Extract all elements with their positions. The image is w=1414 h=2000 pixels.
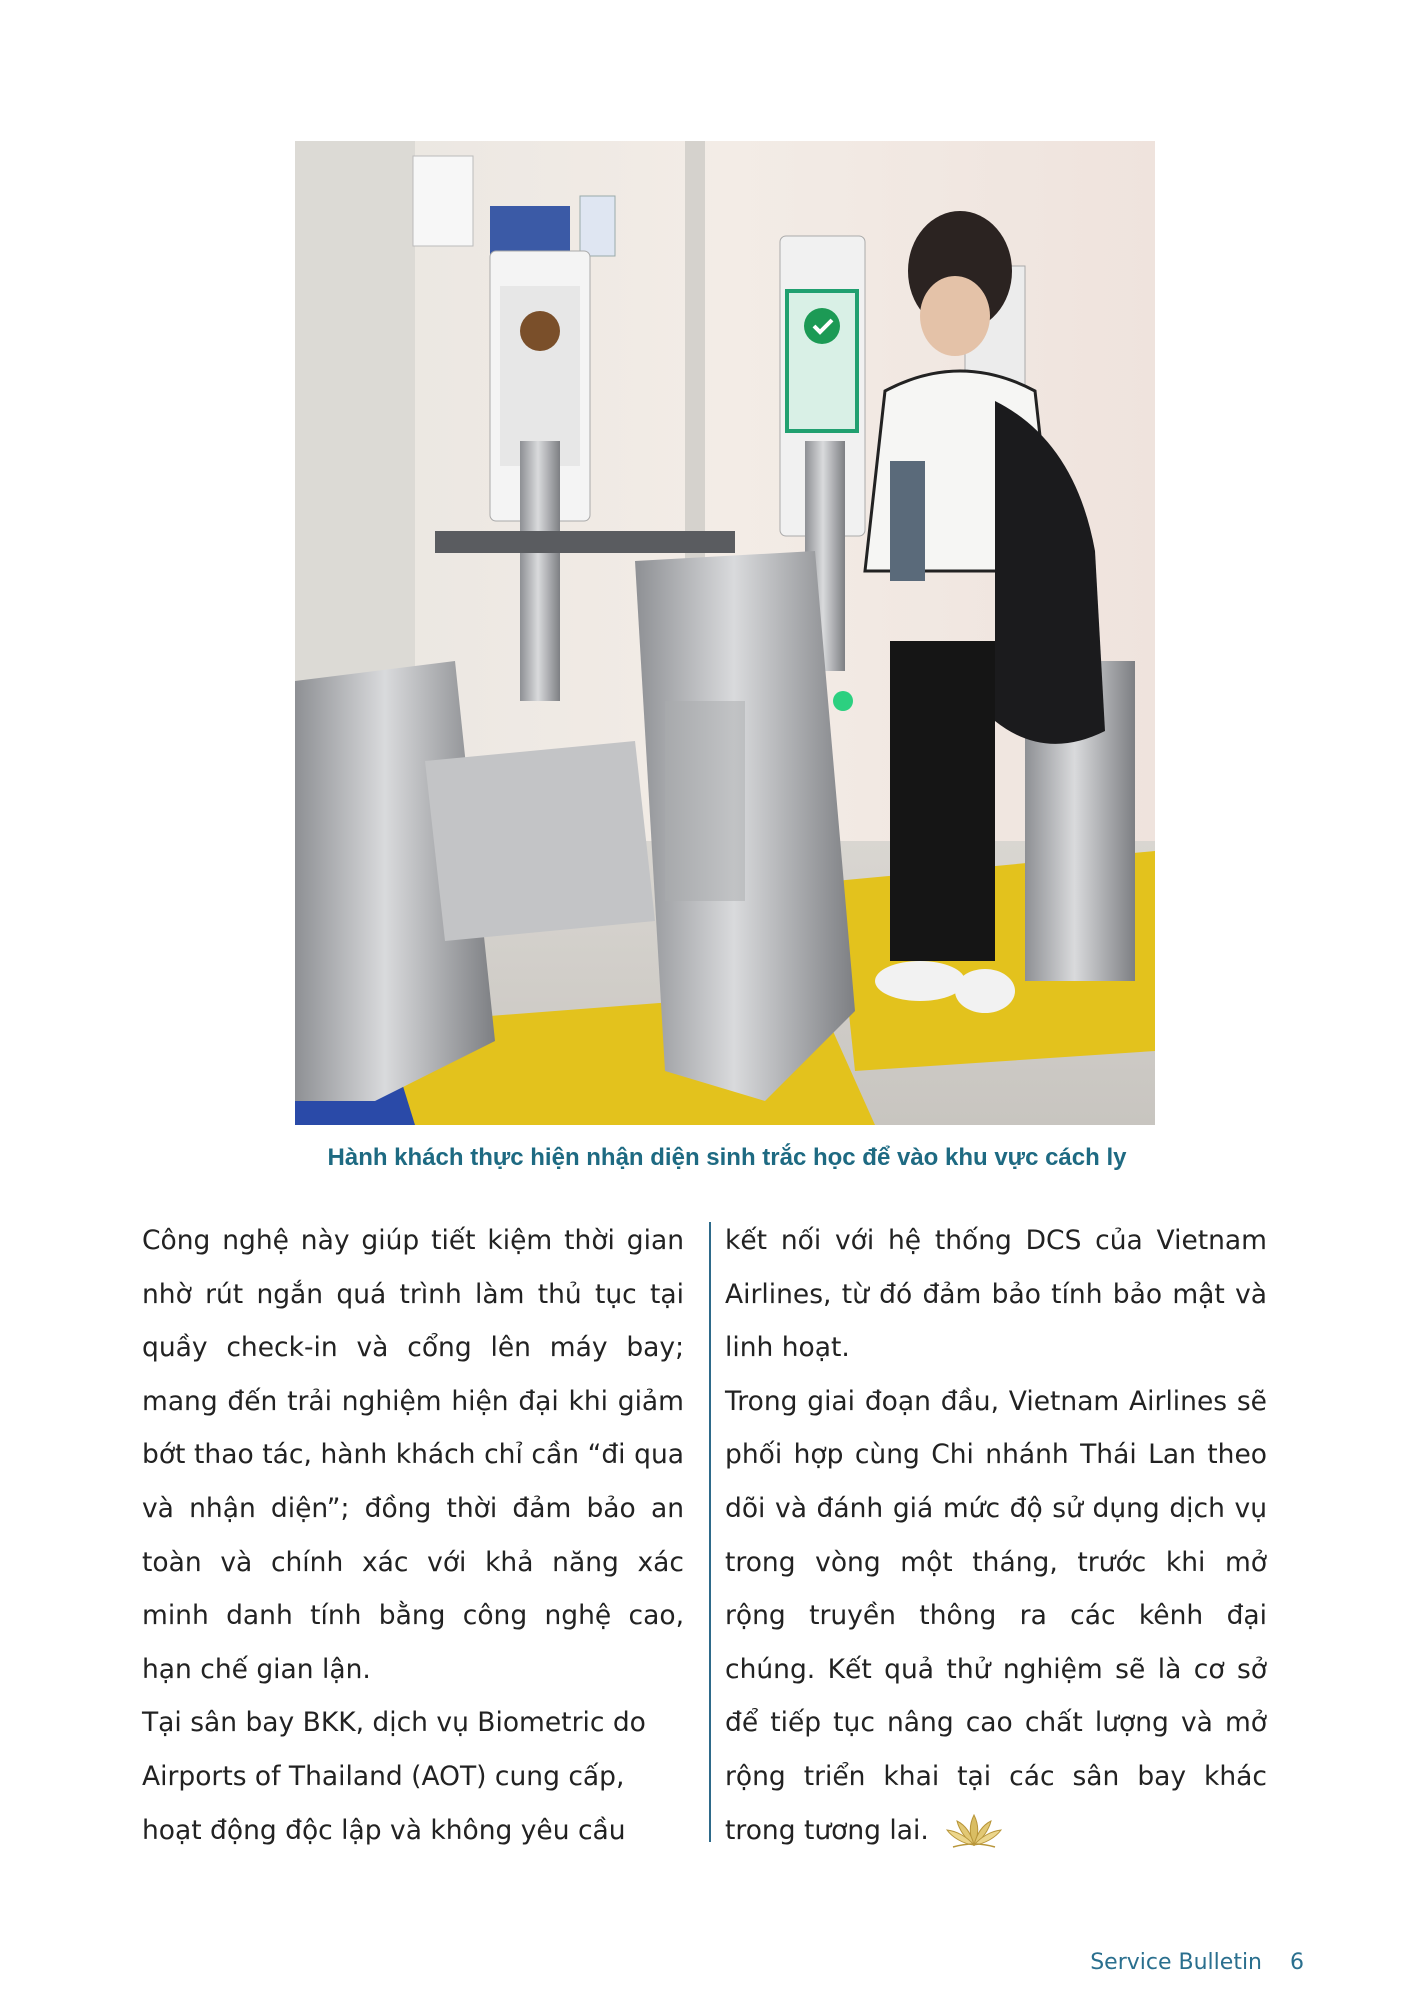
lotus-icon	[943, 1811, 1005, 1851]
biometric-gate-photo	[295, 141, 1155, 1125]
page-footer	[1090, 1950, 1304, 1975]
body-paragraph	[725, 1375, 1267, 1857]
publication-name: Service Bulletin	[1090, 1950, 1262, 1975]
left-column	[142, 1214, 684, 1857]
body-paragraph: Tại sân bay BKK, dịch vụ Biometric do Airports of Thailand (AOT) cung cấp, hoạt động độc lập và không yêu cầu	[142, 1707, 646, 1846]
right-column	[725, 1214, 1267, 1857]
body-paragraph: kết nối với hệ thống DCS của Vietnam Airlines, từ đó đảm bảo tính bảo mật và linh hoạt.	[725, 1225, 1267, 1364]
page-number: 6	[1290, 1950, 1304, 1975]
body-paragraph-text: Trong giai đoạn đầu, Vietnam Airlines sẽ phối hợp cùng Chi nhánh Thái Lan theo dõi và đánh giá mức độ sử dụng dịch vụ trong vòng một tháng, trước khi mở rộng truyền thông ra các kênh đại chúng. Kết quả thử nghiệm sẽ là cơ sở để tiếp tục nâng cao chất lượng và mở rộng triển khai tại các sân bay khác trong tương lai.	[725, 1385, 1267, 1846]
photo-caption: Hành khách thực hiện nhận diện sinh trắc học để vào khu vực cách ly	[327, 1144, 1127, 1171]
column-divider	[709, 1222, 711, 1842]
body-paragraph: Công nghệ này giúp tiết kiệm thời gian nhờ rút ngắn quá trình làm thủ tục tại quầy check-in và cổng lên máy bay; mang đến trải nghiệm hiện đại khi giảm bớt thao tác, hành khách chỉ cần “đi qua và nhận diện”; đồng thời đảm bảo an toàn và chính xác với khả năng xác minh danh tính bằng công nghệ cao, hạn chế gian lận.	[142, 1225, 684, 1685]
